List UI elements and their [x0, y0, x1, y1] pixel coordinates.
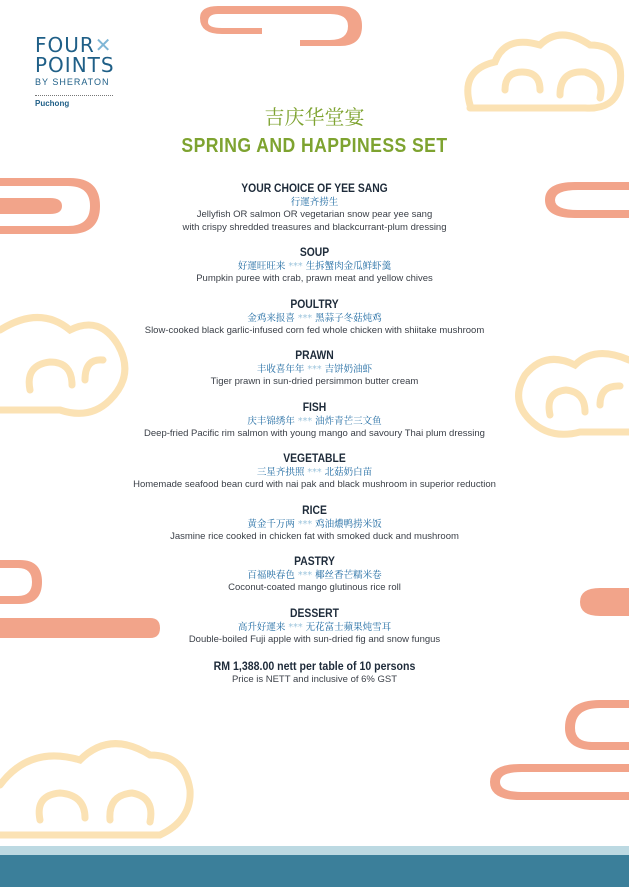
- course-description: Jasmine rice cooked in chicken fat with smoked duck and mushroom: [170, 530, 459, 542]
- course-chinese-a: 高升好運来: [237, 621, 286, 633]
- course-chinese-b: 黑蒜子冬菇炖鸡: [315, 312, 382, 324]
- price-main: RM 1,388.00 nett per table of 10 persons: [213, 661, 416, 673]
- salmon-swirl-bottom-right: [490, 700, 629, 800]
- course-chinese-a: 黄金千万两: [247, 518, 295, 530]
- course-description: Double-boiled Fuji apple with sun-dried fig and snow fungus: [188, 633, 441, 645]
- course-name: FISH: [302, 401, 327, 414]
- logo-line-points: POINTS: [35, 53, 115, 77]
- course-name: VEGETABLE: [283, 453, 346, 465]
- course-chinese-a: 三星齐拱照: [256, 467, 305, 478]
- course-description: Tiger prawn in sun-dried persimmon butter cream: [210, 376, 419, 387]
- price-note: Price is NETT and inclusive of 6% GST: [231, 674, 398, 685]
- course-chinese-name: [0, 415, 629, 428]
- course-name: PASTRY: [294, 556, 335, 568]
- logo-line-by-sheraton: BY SHERATON: [35, 77, 110, 87]
- course-chinese-name: [0, 260, 629, 273]
- course-chinese-a: 行運齐捞生: [290, 197, 339, 208]
- course-item: [0, 555, 629, 595]
- course-chinese-b: 生拆蟹肉金瓜鲜虾羹: [305, 261, 392, 272]
- course-chinese-a: 金鸡来报喜: [247, 312, 295, 324]
- course-chinese-a: 好運旺旺来: [237, 261, 286, 272]
- menu-title-chinese: 吉庆华堂宴: [264, 105, 365, 129]
- logo-line-four: FOUR✕: [35, 33, 113, 57]
- course-separator: ***: [297, 415, 313, 427]
- course-separator: ***: [288, 621, 303, 633]
- course-item: [0, 298, 629, 338]
- course-item: [0, 349, 629, 389]
- course-chinese-a: 庆丰锦绣年: [247, 415, 295, 427]
- course-chinese-name: [0, 621, 629, 634]
- logo-x-icon: ✕: [94, 33, 113, 57]
- footer-band-light: [0, 846, 629, 855]
- course-item: [0, 246, 629, 286]
- course-chinese-b: 无花富士蘋果炖雪耳: [305, 621, 392, 633]
- price-block: [0, 660, 629, 686]
- course-description: Coconut-coated mango glutinous rice roll: [228, 582, 401, 593]
- course-name: RICE: [302, 504, 327, 517]
- course-description: Deep-fried Pacific rim salmon with young mango and savoury Thai plum dressing: [144, 427, 485, 439]
- course-chinese-name: [0, 569, 629, 582]
- course-description: Slow-cooked black garlic-infused corn fed whole chicken with shiitake mushroom: [144, 324, 485, 336]
- course-separator: ***: [307, 467, 322, 478]
- course-item: [0, 401, 629, 441]
- course-separator: ***: [297, 570, 313, 581]
- course-chinese-name: [0, 196, 629, 209]
- course-item: [0, 182, 629, 234]
- course-description: Pumpkin puree with crab, prawn meat and yellow chives: [196, 273, 433, 284]
- course-chinese-name: [0, 312, 629, 325]
- course-list: [0, 182, 629, 646]
- course-separator: ***: [288, 261, 303, 272]
- course-name: POULTRY: [290, 298, 339, 311]
- course-name: YOUR CHOICE OF YEE SANG: [241, 183, 388, 195]
- course-chinese-name: [0, 363, 629, 376]
- course-chinese-b: 油炸青芒三文鱼: [315, 415, 382, 427]
- logo-divider: [35, 95, 113, 96]
- cream-cloud-top-right: [468, 35, 621, 108]
- cream-cloud-bottom-left: [0, 744, 190, 835]
- course-chinese-b: 北菇奶白苗: [324, 467, 373, 478]
- logo-location: Puchong: [35, 99, 70, 108]
- salmon-swirl-top: [200, 6, 362, 46]
- course-separator: ***: [297, 518, 313, 530]
- hotel-logo: [35, 35, 125, 108]
- course-chinese-a: 丰收喜年年: [256, 364, 305, 375]
- menu-title-english: SPRING AND HAPPINESS SET: [181, 135, 448, 157]
- course-chinese-b: 鸡油燶鸭捞米饭: [315, 518, 382, 530]
- course-chinese-b: 吉饼奶油虾: [324, 364, 373, 375]
- course-chinese-a: 百福映春色: [247, 570, 295, 581]
- course-item: [0, 452, 629, 492]
- course-name: DESSERT: [290, 607, 339, 620]
- course-chinese-name: [0, 466, 629, 479]
- course-item: [0, 607, 629, 647]
- course-description: Homemade seafood bean curd with nai pak and black mushroom in superior reduction: [133, 479, 496, 490]
- course-description: Jellyfish OR salmon OR vegetarian snow pear yee sang: [196, 209, 433, 220]
- course-chinese-name: [0, 518, 629, 531]
- course-name: SOUP: [299, 247, 330, 259]
- course-name: PRAWN: [295, 350, 334, 362]
- course-separator: ***: [307, 364, 322, 375]
- footer-band-dark: [0, 855, 629, 887]
- menu-content: [0, 104, 629, 686]
- course-chinese-b: 椰丝香芒糯米卷: [315, 570, 382, 581]
- course-item: [0, 504, 629, 544]
- course-description: with crispy shredded treasures and blackcurrant-plum dressing: [182, 221, 447, 233]
- course-separator: ***: [297, 312, 313, 324]
